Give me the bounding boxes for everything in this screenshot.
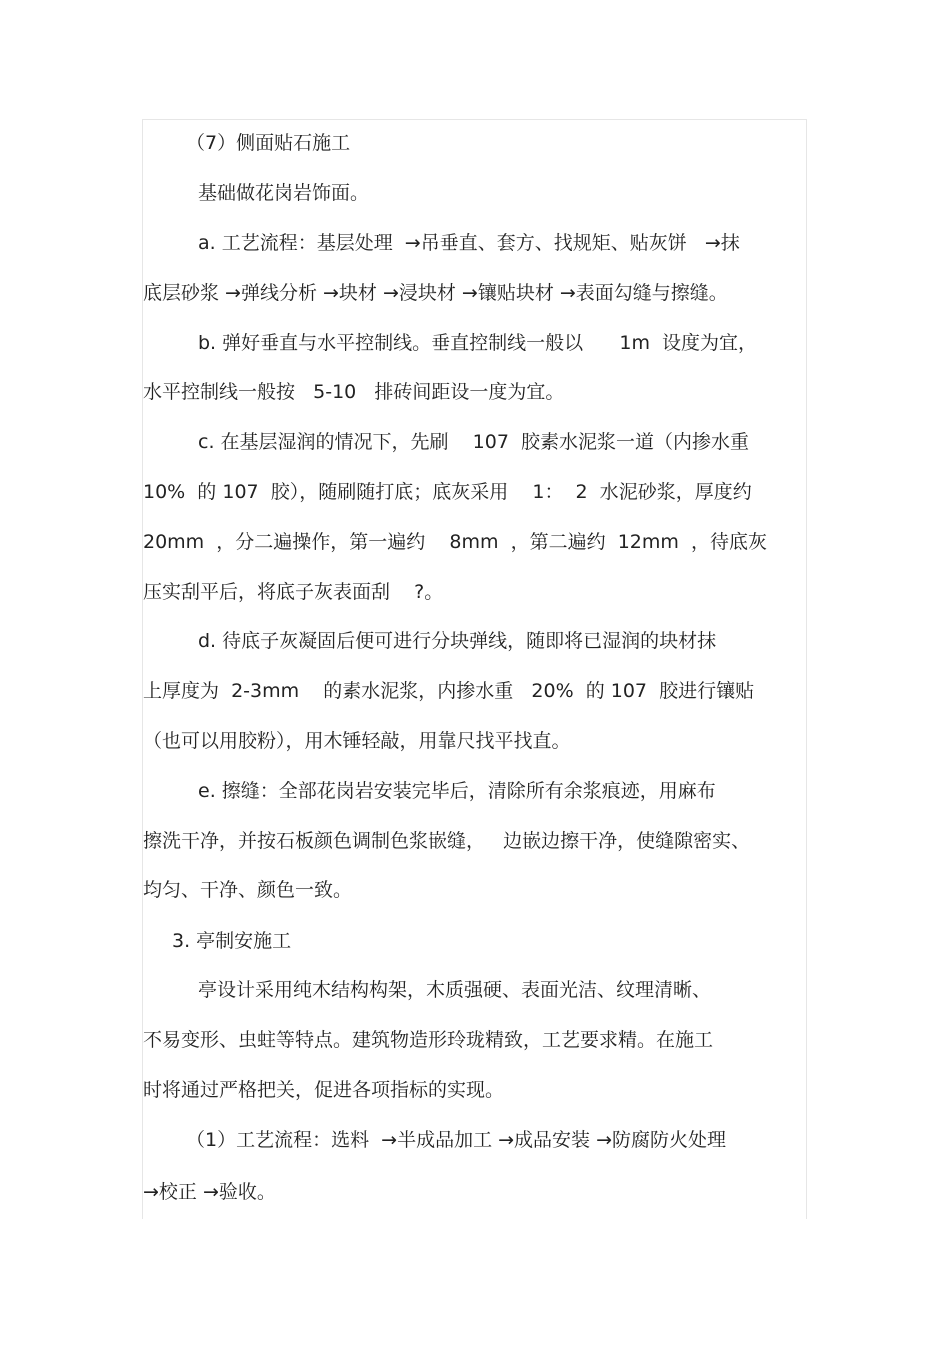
heading-side-stone: （7）侧面贴石施工 [186, 132, 351, 154]
paragraph-line: b. 弹好垂直与水平控制线。垂直控制线一般以 1m 设度为宜， [198, 332, 758, 354]
paragraph-line: a. 工艺流程：基层处理 →吊垂直、套方、找规矩、贴灰饼 →抹 [198, 232, 740, 254]
paragraph-line: c. 在基层湿润的情况下，先刷 107 胶素水泥浆一道（内掺水重 [198, 431, 750, 453]
paragraph-line: 不易变形、虫蛀等特点。建筑物造形玲珑精致，工艺要求精。在施工 [143, 1029, 714, 1051]
paragraph-line: 10% 的 107 胶），随刷随打底；底灰采用 1： 2 水泥砂浆，厚度约 [143, 481, 752, 503]
paragraph-line: →校正 →验收。 [143, 1181, 276, 1203]
paragraph-line: 底层砂浆 →弹线分析 →块材 →浸块材 →镶贴块材 →表面勾缝与擦缝。 [143, 282, 728, 304]
paragraph-line: 20mm ，分二遍操作，第一遍约 8mm ，第二遍约 12mm ，待底灰 [143, 531, 767, 553]
paragraph-line: 擦洗干净，并按石板颜色调制色浆嵌缝， 边嵌边擦干净，使缝隙密实、 [143, 830, 751, 852]
paragraph-line: d. 待底子灰凝固后便可进行分块弹线，随即将已湿润的块材抹 [198, 630, 717, 652]
paragraph-line: （也可以用胶粉），用木锤轻敲，用靠尺找平找直。 [143, 730, 571, 752]
paragraph-line: e. 擦缝：全部花岗岩安装完毕后，清除所有余浆痕迹，用麻布 [198, 780, 716, 802]
paragraph-line: 均匀、干净、颜色一致。 [143, 879, 353, 901]
paragraph-line: 亭设计采用纯木结构构架，木质强硬、表面光洁、纹理清晰、 [198, 979, 712, 1001]
paragraph-line: 水平控制线一般按 5-10 排砖间距设一度为宜。 [143, 381, 565, 403]
paragraph-line: 压实刮平后，将底子灰表面刮 ?。 [143, 581, 444, 603]
paragraph-line: 时将通过严格把关，促进各项指标的实现。 [143, 1079, 505, 1101]
paragraph-line: 基础做花岗岩饰面。 [198, 182, 370, 204]
paragraph-line: 上厚度为 2-3mm 的素水泥浆，内掺水重 20% 的 107 胶进行镶贴 [143, 680, 755, 702]
heading-pavilion: 3. 亭制安施工 [172, 930, 292, 952]
paragraph-line: （1）工艺流程：选料 →半成品加工 →成品安装 →防腐防火处理 [186, 1129, 727, 1151]
